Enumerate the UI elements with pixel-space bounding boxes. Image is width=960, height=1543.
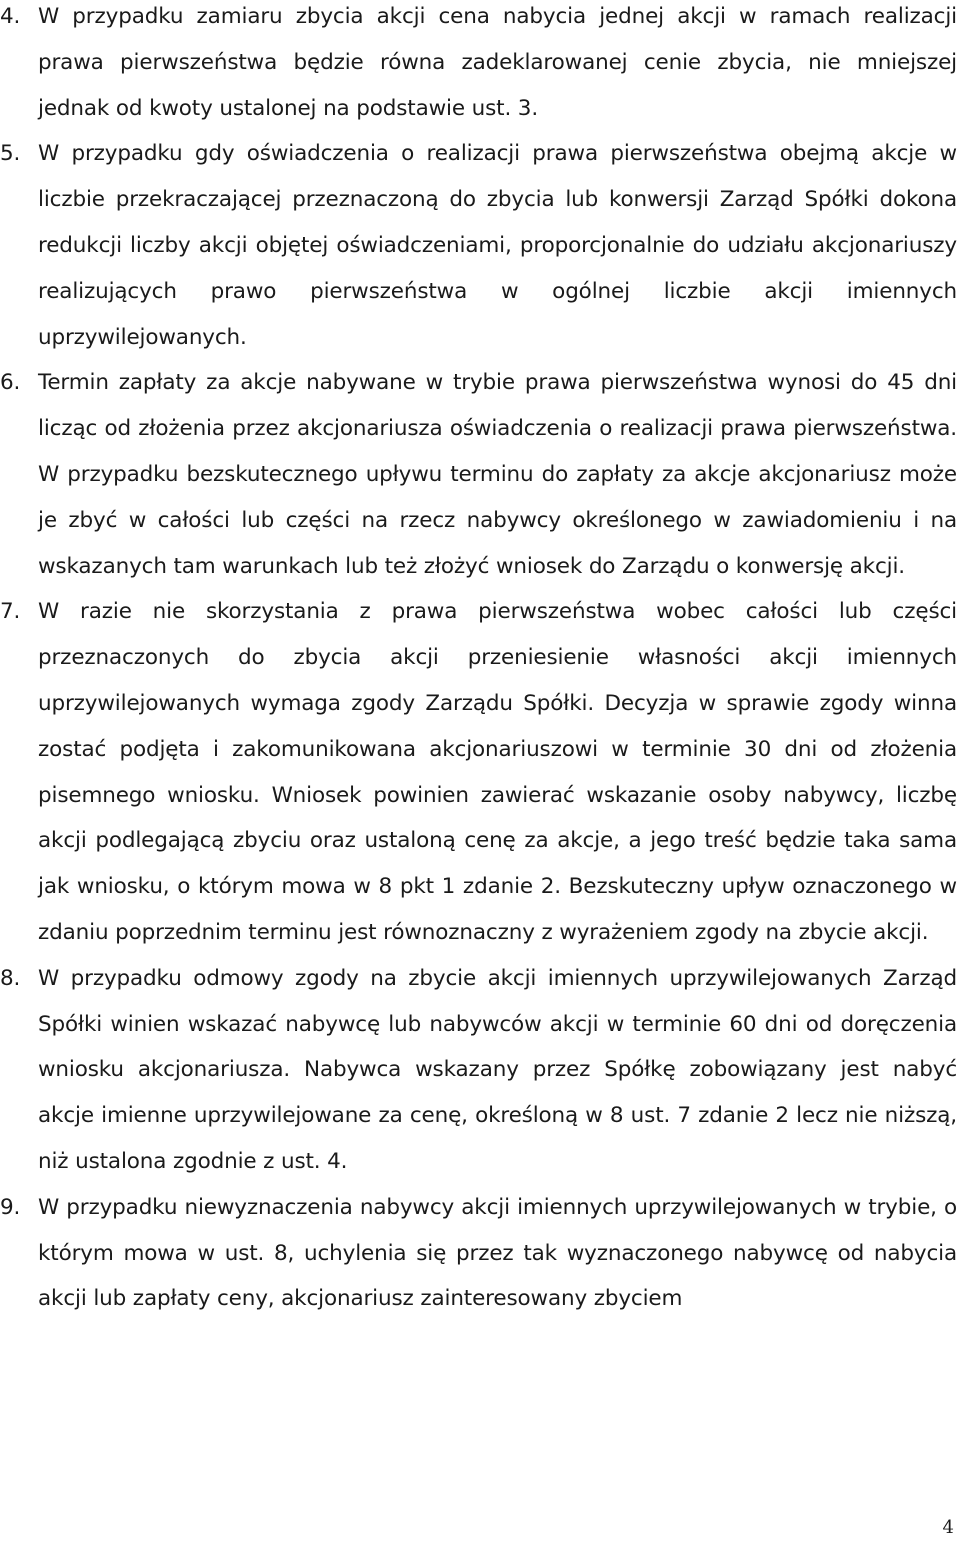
paragraph-item-7 — [0, 589, 957, 955]
paragraph-item-8 — [0, 956, 957, 1185]
paragraph-text: W przypadku odmowy zgody na zbycie akcji imiennych uprzywilejowanych Zarząd Spółki winien wskazać nabywcę lub nabywców akcji w terminie 60 dni od doręczenia wniosku akcjonariusza. Nabywca wskazany przez Spółkę zobowiązany jest nabyć akcje imienne uprzywilejowane za cenę, określoną w 8 ust. 7 zdanie 2 lecz nie niższą, niż ustalona zgodnie z ust. 4. — [38, 965, 957, 1174]
paragraph-text: W przypadku gdy oświadczenia o realizacji prawa pierwszeństwa obejmą akcje w liczbie przekraczającej przeznaczoną do zbycia lub konwersji Zarząd Spółki dokona redukcji liczby akcji objętej oświadczeniami, proporcjonalnie do udziału akcjonariuszy realizujących prawo pierwszeństwa w ogólnej liczbie akcji imiennych uprzywilejowanych. — [38, 141, 957, 350]
paragraph-item-6 — [0, 360, 957, 589]
paragraph-number: 4. — [0, 4, 21, 29]
paragraph-item-9 — [0, 1185, 957, 1322]
paragraph-number: 8. — [0, 965, 21, 991]
paragraph-number: 9. — [0, 1194, 21, 1220]
paragraph-item-5 — [0, 131, 957, 360]
paragraph-number: 5. — [0, 141, 21, 167]
page-number: 4 — [942, 1517, 954, 1538]
paragraph-number: 6. — [0, 370, 21, 396]
paragraph-number: 7. — [0, 599, 21, 625]
paragraph-text: W razie nie skorzystania z prawa pierwszeństwa wobec całości lub części przeznaczonych do zbycia akcji przeniesienie własności akcji imiennych uprzywilejowanych wymaga zgody Zarządu Spółki. Decyzja w sprawie zgody winna zostać podjęta i zakomunikowana akcjonariuszowi w terminie 30 dni od złożenia pisemnego wniosku. Wniosek powinien zawierać wskazanie osoby nabywcy, liczbę akcji podlegającą zbyciu oraz ustaloną cenę za akcje, a jego treść będzie taka sama jak wniosku, o którym mowa w 8 pkt 1 zdanie 2. Bezskuteczny upływ oznaczonego w zdaniu poprzednim terminu jest równoznaczny z wyrażeniem zgody na zbycie akcji. — [38, 599, 957, 945]
paragraph-text: Termin zapłaty za akcje nabywane w trybie prawa pierwszeństwa wynosi do 45 dni licząc od złożenia przez akcjonariusza oświadczenia o realizacji prawa pierwszeństwa. W przypadku bezskutecznego upływu terminu do zapłaty za akcje akcjonariusz może je zbyć w całości lub części na rzecz nabywcy określonego w zawiadomieniu i na wskazanych tam warunkach lub też złożyć wniosek do Zarządu o konwersję akcji. — [38, 370, 957, 579]
paragraph-item-4 — [0, 0, 957, 131]
paragraph-text: W przypadku zamiaru zbycia akcji cena nabycia jednej akcji w ramach realizacji prawa pierwszeństwa będzie równa zadeklarowanej cenie zbycia, nie mniejszej jednak od kwoty ustalonej na podstawie ust. 3. — [38, 4, 957, 121]
paragraph-text: W przypadku niewyznaczenia nabywcy akcji imiennych uprzywilejowanych w trybie, o którym mowa w ust. 8, uchylenia się przez tak wyznaczonego nabywcę od nabycia akcji lub zapłaty ceny, akcjonariusz zainteresowany zbyciem — [38, 1194, 957, 1312]
